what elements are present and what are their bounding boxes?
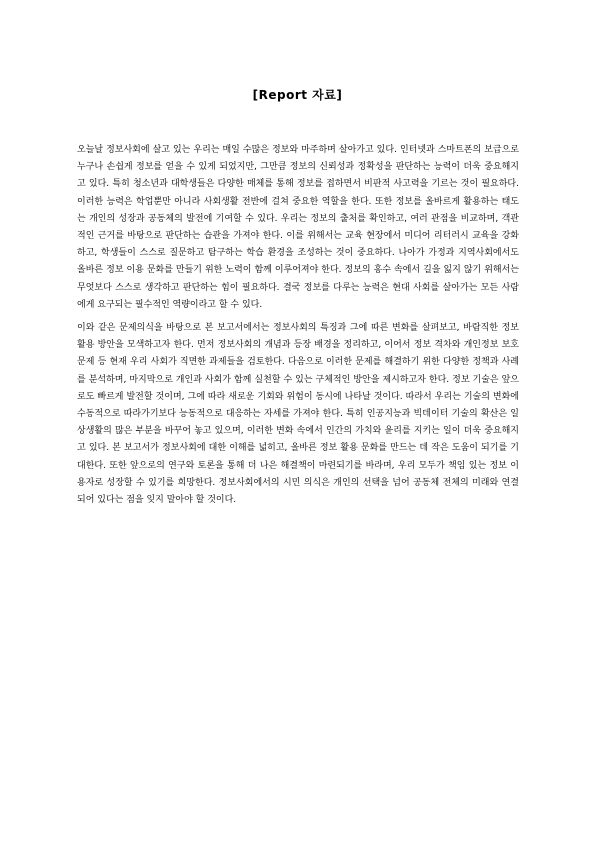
document-body (77, 142, 519, 515)
document-title: [Report 자료] (252, 88, 343, 102)
body-paragraph: 이와 같은 문제의식을 바탕으로 본 보고서에서는 정보사회의 특징과 그에 따른 변화를 살펴보고, 바람직한 정보 활용 방안을 모색하고자 한다. 먼저 정보사회의 개념과 등장 배경을 정리하고, 이어서 정보 격차와 개인정보 보호 문제 등 현재 우리 사회가 직면한 과제들을 검토한다. 다음으로 이러한 문제를 해결하기 위한 다양한 정책과 사례를 분석하며, 마지막으로 개인과 사회가 함께 실천할 수 있는 구체적인 방안을 제시하고자 한다. 정보 기술은 앞으로도 빠르게 발전할 것이며, 그에 따라 새로운 기회와 위험이 동시에 나타날 것이다. 따라서 우리는 기술의 변화에 수동적으로 따라가기보다 능동적으로 대응하는 자세를 가져야 한다. 특히 인공지능과 빅데이터 기술의 확산은 일상생활의 많은 부분을 바꾸어 놓고 있으며, 이러한 변화 속에서 인간의 가치와 윤리를 지키는 일이 더욱 중요해지고 있다. 본 보고서가 정보사회에 대한 이해를 넓히고, 올바른 정보 활용 문화를 만드는 데 작은 도움이 되기를 기대한다. 또한 앞으로의 연구와 토론을 통해 더 나은 해결책이 마련되기를 바라며, 우리 모두가 책임 있는 정보 이용자로 성장할 수 있기를 희망한다. 정보사회에서의 시민 의식은 개인의 선택을 넘어 공동체 전체의 미래와 연결되어 있다는 점을 잊지 말아야 할 것이다. (77, 323, 519, 506)
body-paragraph: 오늘날 정보사회에 살고 있는 우리는 매일 수많은 정보와 마주하며 살아가고 있다. 인터넷과 스마트폰의 보급으로 누구나 손쉽게 정보를 얻을 수 있게 되었지만, 그만큼 정보의 신뢰성과 정확성을 판단하는 능력이 더욱 중요해지고 있다. 특히 청소년과 대학생들은 다양한 매체를 통해 정보를 접하면서 비판적 사고력을 기르는 것이 필요하다. 이러한 능력은 학업뿐만 아니라 사회생활 전반에 걸쳐 중요한 역할을 한다. 또한 정보를 올바르게 활용하는 태도는 개인의 성장과 공동체의 발전에 기여할 수 있다. 우리는 정보의 출처를 확인하고, 여러 관점을 비교하며, 객관적인 근거를 바탕으로 판단하는 습관을 가져야 한다. 이를 위해서는 교육 현장에서 미디어 리터러시 교육을 강화하고, 학생들이 스스로 질문하고 탐구하는 학습 환경을 조성하는 것이 중요하다. 나아가 가정과 지역사회에서도 올바른 정보 이용 문화를 만들기 위한 노력이 함께 이루어져야 한다. 정보의 홍수 속에서 길을 잃지 않기 위해서는 무엇보다 스스로 생각하고 판단하는 힘이 필요하다. 결국 정보를 다루는 능력은 현대 사회를 살아가는 모든 사람에게 요구되는 필수적인 역량이라고 할 수 있다. (77, 145, 519, 310)
